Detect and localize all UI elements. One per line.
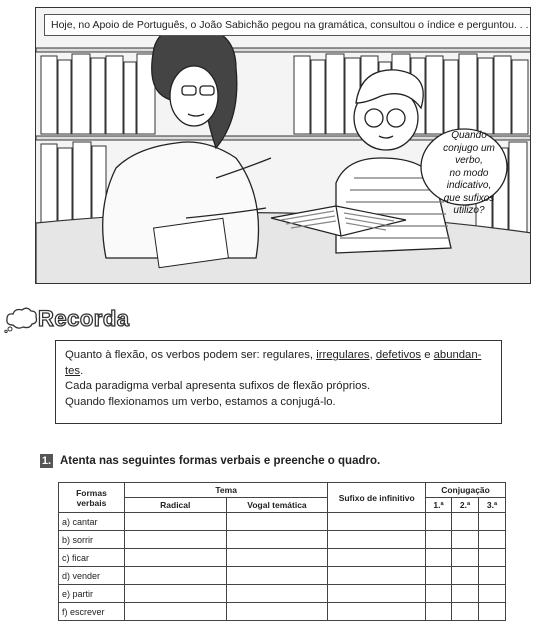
answer-cell[interactable] (452, 585, 479, 603)
answer-cell[interactable] (328, 585, 426, 603)
answer-cell[interactable] (478, 513, 505, 531)
bubble-line: Quando (451, 130, 487, 141)
answer-cell[interactable] (124, 585, 226, 603)
exercise-number: 1. (41, 455, 52, 467)
answer-cell[interactable] (478, 567, 505, 585)
answer-cell[interactable] (328, 513, 426, 531)
table-row (59, 603, 506, 621)
thought-cloud-icon (3, 305, 39, 333)
table-row (59, 585, 506, 603)
header-sufixo: Sufixo de infinitivo (328, 483, 426, 513)
answer-cell[interactable] (426, 567, 452, 585)
answer-cell[interactable] (124, 513, 226, 531)
answer-cell[interactable] (452, 603, 479, 621)
answer-cell[interactable] (328, 603, 426, 621)
answer-cell[interactable] (452, 513, 479, 531)
recorda-line: Quanto à flexão, os verbos podem ser: regulares, irregulares, defetivos e abundan- (65, 349, 482, 361)
answer-cell[interactable] (124, 531, 226, 549)
answer-cell[interactable] (226, 603, 328, 621)
verb-form: d) vender (59, 567, 125, 585)
answer-cell[interactable] (226, 531, 328, 549)
answer-cell[interactable] (452, 567, 479, 585)
answer-cell[interactable] (124, 567, 226, 585)
table-row (59, 549, 506, 567)
verb-form: e) partir (59, 585, 125, 603)
table-row (59, 567, 506, 585)
answer-cell[interactable] (426, 603, 452, 621)
bubble-line: utilizo? (453, 205, 485, 216)
recorda-line: Quando flexionamos um verbo, estamos a conjugá-lo. (65, 395, 336, 408)
answer-cell[interactable] (426, 531, 452, 549)
header-formas-verbais: Formas verbais (59, 483, 125, 513)
answer-cell[interactable] (478, 603, 505, 621)
header-tema: Tema (124, 483, 327, 498)
verb-form: a) cantar (59, 513, 125, 531)
recorda-line: Cada paradigma verbal apresenta sufixos de flexão próprios. (65, 380, 371, 392)
answer-cell[interactable] (452, 549, 479, 567)
header-conj-3: 3.ª (478, 498, 505, 513)
answer-cell[interactable] (226, 549, 328, 567)
recorda-line: tes. (65, 364, 84, 377)
header-conjugacao: Conjugação (426, 483, 506, 498)
bubble-line: que sufixos (443, 192, 495, 204)
verb-form: b) sorrir (59, 531, 125, 549)
section-title-recorda: Recorda (38, 306, 130, 331)
answer-cell[interactable] (426, 549, 452, 567)
answer-cell[interactable] (478, 531, 505, 549)
verb-table (58, 482, 506, 621)
answer-cell[interactable] (328, 567, 426, 585)
answer-cell[interactable] (452, 531, 479, 549)
header-radical: Radical (124, 498, 226, 513)
answer-cell[interactable] (478, 585, 505, 603)
answer-cell[interactable] (328, 549, 426, 567)
speech-bubble-text (430, 130, 508, 218)
term-defetivos: defetivos (375, 349, 422, 361)
answer-cell[interactable] (328, 531, 426, 549)
verb-form: f) escrever (59, 603, 125, 621)
answer-cell[interactable] (124, 549, 226, 567)
header-conj-2: 2.ª (452, 498, 479, 513)
term-irregulares: irregulares (316, 349, 370, 361)
term-abundantes: abundan- (433, 349, 482, 361)
answer-cell[interactable] (426, 513, 452, 531)
table-row (59, 513, 506, 531)
answer-cell[interactable] (426, 585, 452, 603)
answer-cell[interactable] (226, 513, 328, 531)
header-conj-1: 1.ª (426, 498, 452, 513)
answer-cell[interactable] (478, 549, 505, 567)
bubble-line: no modo indicativo, (446, 167, 492, 191)
comic-caption: Hoje, no Apoio de Português, o João Sabichão pegou na gramática, consultou o índice e perguntou. . . (44, 14, 531, 36)
recorda-box (55, 340, 502, 424)
header-vogal-tematica: Vogal temática (226, 498, 328, 513)
answer-cell[interactable] (124, 603, 226, 621)
bubble-line: conjugo um verbo, (443, 142, 495, 166)
table-row (59, 531, 506, 549)
verb-form: c) ficar (59, 549, 125, 567)
answer-cell[interactable] (226, 567, 328, 585)
exercise-instruction: Atenta nas seguintes formas verbais e preenche o quadro. (60, 455, 381, 467)
answer-cell[interactable] (226, 585, 328, 603)
